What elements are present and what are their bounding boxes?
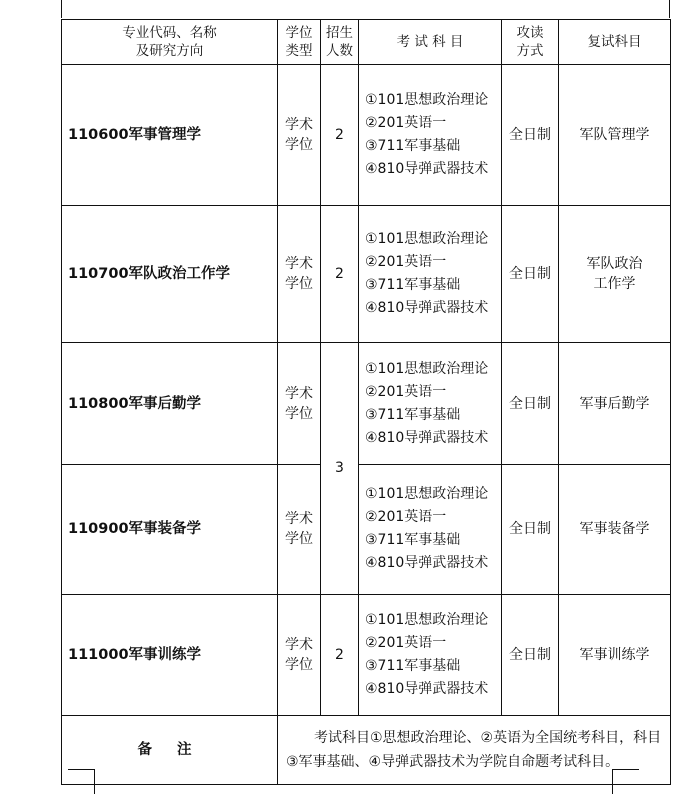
- study-mode: 全日制: [502, 64, 559, 206]
- degree-type: 学术 学位: [278, 342, 321, 465]
- retest-subject: 军队管理学: [559, 64, 671, 206]
- table-row: [62, 465, 671, 594]
- table-row: [62, 64, 671, 206]
- enrollment-count: 2: [321, 64, 359, 206]
- enrollment-count: 2: [321, 594, 359, 716]
- retest-subject: 军事后勤学: [559, 342, 671, 465]
- exam-subjects: [359, 206, 502, 342]
- crop-mark-top-left: [61, 0, 62, 18]
- header-degree-type: 学位 类型: [278, 20, 321, 65]
- header-study-mode: 攻读 方式: [502, 20, 559, 65]
- study-mode: 全日制: [502, 594, 559, 716]
- study-mode: 全日制: [502, 206, 559, 342]
- table-row: [62, 594, 671, 716]
- header-exam-subjects: 考 试 科 目: [359, 20, 502, 65]
- exam-subject: ④810导弹武器技术: [365, 299, 489, 316]
- major-name: 110600军事管理学: [62, 64, 278, 206]
- exam-subjects: [359, 594, 502, 716]
- exam-subject: ④810导弹武器技术: [365, 680, 489, 697]
- exam-subject: ④810导弹武器技术: [365, 555, 489, 572]
- retest-subject: 军事训练学: [559, 594, 671, 716]
- major-name: 110800军事后勤学: [62, 342, 278, 465]
- exam-subject: ④810导弹武器技术: [365, 429, 489, 446]
- study-mode: 全日制: [502, 342, 559, 465]
- exam-subject: ①101思想政治理论: [365, 486, 489, 503]
- exam-subject: ③711军事基础: [365, 276, 461, 293]
- exam-subjects: [359, 64, 502, 206]
- header-retest-subjects: 复试科目: [559, 20, 671, 65]
- exam-subject: ③711军事基础: [365, 406, 461, 423]
- exam-subject: ①101思想政治理论: [365, 360, 489, 377]
- degree-type: 学术 学位: [278, 64, 321, 206]
- table-row: [62, 206, 671, 342]
- degree-type: 学术 学位: [278, 465, 321, 594]
- degree-type: 学术 学位: [278, 206, 321, 342]
- table-header-row: [62, 20, 671, 65]
- exam-subjects: [359, 465, 502, 594]
- exam-subject: ①101思想政治理论: [365, 611, 489, 628]
- exam-subject: ①101思想政治理论: [365, 92, 489, 109]
- enrollment-count: 2: [321, 206, 359, 342]
- exam-subject: ②201英语一: [365, 383, 447, 400]
- major-name: 110700军队政治工作学: [62, 206, 278, 342]
- note-label: 备 注: [62, 716, 278, 785]
- exam-subject: ②201英语一: [365, 634, 447, 651]
- exam-subject: ③711军事基础: [365, 138, 461, 155]
- exam-subject: ③711军事基础: [365, 532, 461, 549]
- header-major: 专业代码、名称 及研究方向: [62, 20, 278, 65]
- study-mode: 全日制: [502, 465, 559, 594]
- exam-subjects: [359, 342, 502, 465]
- admissions-table: [61, 19, 671, 785]
- note-text: 考试科目①思想政治理论、②英语为全国统考科目，科目③军事基础、④导弹武器技术为学院自命题考试科目。: [278, 716, 671, 785]
- retest-subject: 军事装备学: [559, 465, 671, 594]
- table-row: [62, 342, 671, 465]
- exam-subject: ③711军事基础: [365, 657, 461, 674]
- retest-subject: 军队政治 工作学: [559, 206, 671, 342]
- header-enrollment: 招生 人数: [321, 20, 359, 65]
- degree-type: 学术 学位: [278, 594, 321, 716]
- note-row: [62, 716, 671, 785]
- exam-subject: ②201英语一: [365, 115, 447, 132]
- exam-subject: ①101思想政治理论: [365, 230, 489, 247]
- exam-subject: ④810导弹武器技术: [365, 161, 489, 178]
- enrollment-count: 3: [321, 342, 359, 594]
- major-name: 110900军事装备学: [62, 465, 278, 594]
- exam-subject: ②201英语一: [365, 253, 447, 270]
- crop-mark-top-right: [669, 0, 670, 18]
- major-name: 111000军事训练学: [62, 594, 278, 716]
- exam-subject: ②201英语一: [365, 509, 447, 526]
